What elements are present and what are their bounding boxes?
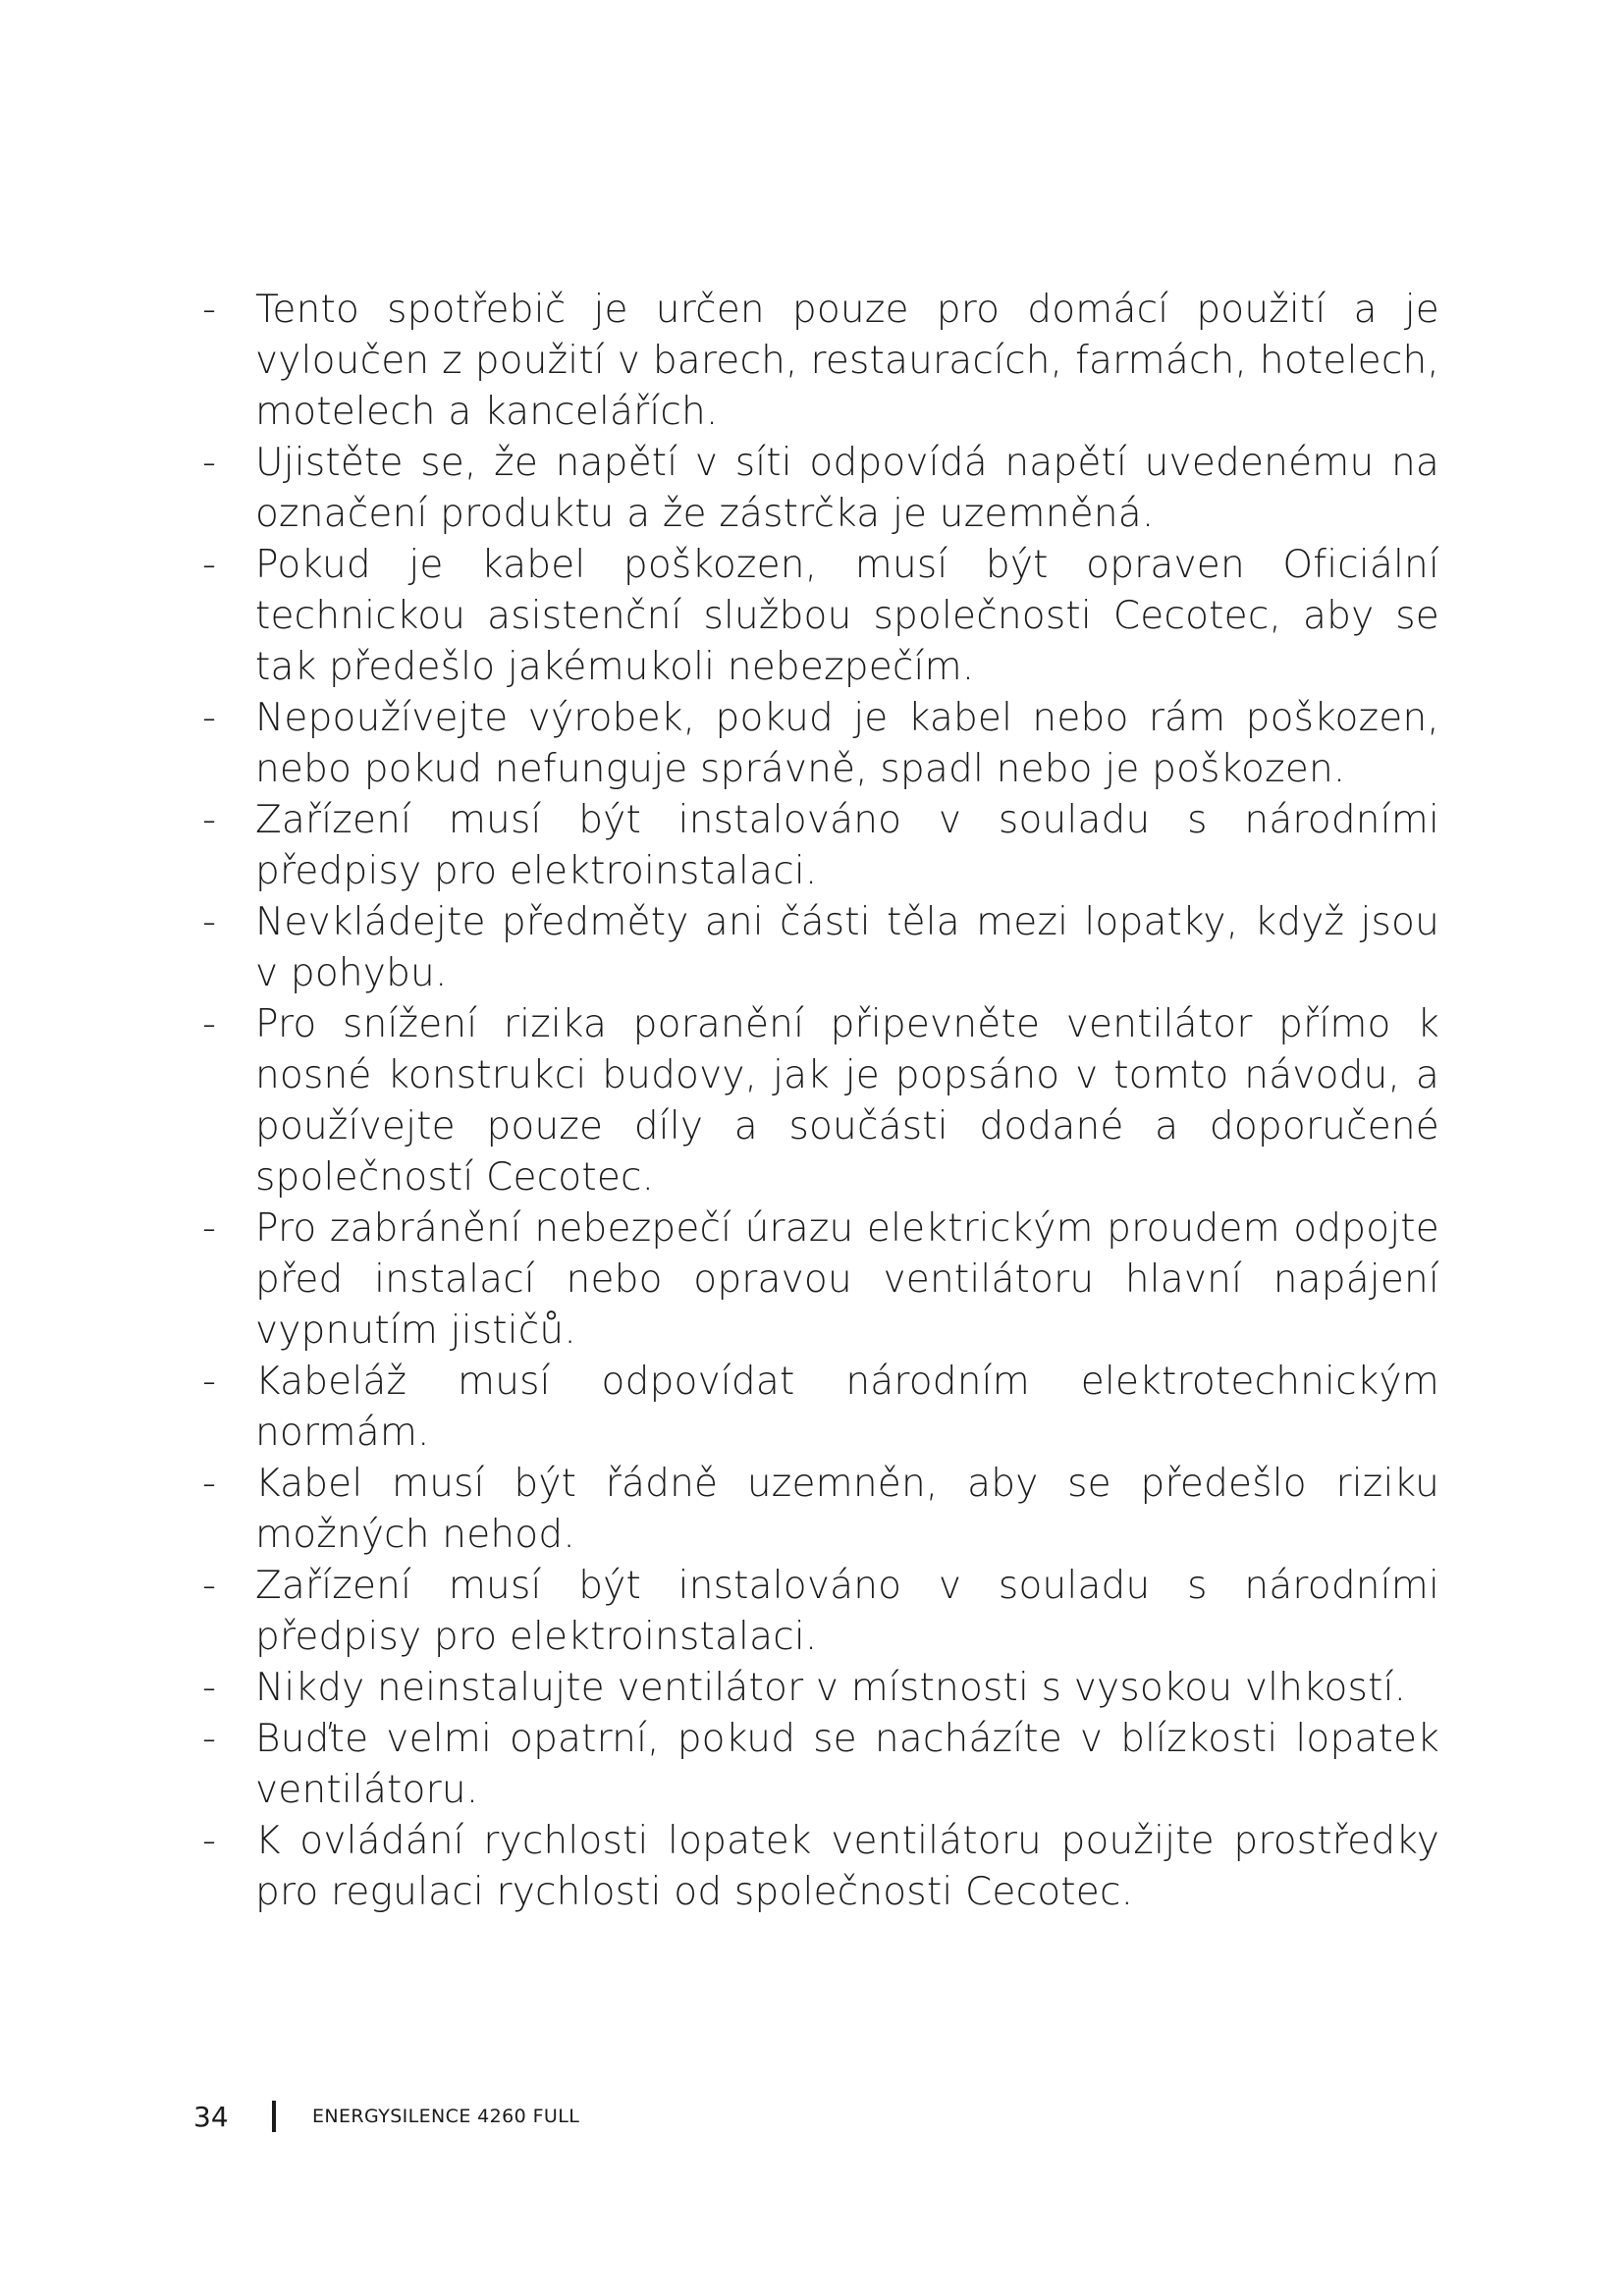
list-item: [202, 693, 1469, 795]
bullet-dash: -: [202, 696, 217, 740]
bullet-dash: -: [202, 441, 217, 485]
safety-instructions-list: [202, 285, 1469, 1918]
list-item-text: Nepoužívejte výrobek, pokud je kabel nebo rám poškozen, nebo pokud nefunguje správně, spadl nebo je poškozen.: [255, 696, 1439, 791]
list-item-text: Kabeláž musí odpovídat národním elektrotechnickým normám.: [255, 1360, 1439, 1455]
list-item: [202, 1816, 1469, 1918]
list-item: [202, 1663, 1469, 1714]
list-item-text: Kabel musí být řádně uzemněn, aby se předešlo riziku možných nehod.: [255, 1462, 1439, 1557]
list-item-text: Zařízení musí být instalováno v souladu s národními předpisy pro elektroinstalaci.: [255, 798, 1439, 893]
bullet-dash: -: [202, 1206, 217, 1251]
page-number: 34: [193, 2100, 229, 2133]
bullet-dash: -: [202, 1360, 217, 1404]
bullet-dash: -: [202, 1819, 217, 1863]
list-item: [202, 438, 1469, 540]
bullet-dash: -: [202, 1564, 217, 1608]
bullet-dash: -: [202, 1717, 217, 1761]
list-item-text: Pokud je kabel poškozen, musí být opraven Oficiální technickou asistenční službou společnosti Cecotec, aby se tak předešlo jakémukoli nebezpečím.: [255, 543, 1439, 689]
list-item: [202, 897, 1469, 999]
list-item: [202, 795, 1469, 897]
list-item-text: Pro snížení rizika poranění připevněte ventilátor přímo k nosné konstrukci budovy, jak je popsáno v tomto návodu, a používejte pouze díly a součásti dodané a doporučené společností Cecotec.: [255, 1002, 1439, 1200]
bullet-dash: -: [202, 1462, 217, 1506]
list-item-text: Pro zabránění nebezpečí úrazu elektrickým proudem odpojte před instalací nebo opravou ventilátoru hlavní napájení vypnutím jističů.: [255, 1206, 1439, 1353]
footer-divider: [272, 2101, 276, 2132]
list-item-text: Ujistěte se, že napětí v síti odpovídá napětí uvedenému na označení produktu a že zástrčka je uzemněná.: [255, 441, 1439, 536]
list-item-text: Buďte velmi opatrní, pokud se nacházíte v blízkosti lopatek ventilátoru.: [255, 1717, 1439, 1812]
list-item: [202, 1459, 1469, 1561]
list-item-text: Nikdy neinstalujte ventilátor v místnosti s vysokou vlhkostí.: [255, 1666, 1407, 1710]
bullet-dash: -: [202, 1002, 217, 1046]
list-item: [202, 999, 1469, 1203]
list-item: [202, 285, 1469, 438]
list-item: [202, 1203, 1469, 1357]
bullet-dash: -: [202, 798, 217, 842]
bullet-dash: -: [202, 1666, 217, 1710]
list-item: [202, 1561, 1469, 1663]
bullet-dash: -: [202, 900, 217, 944]
product-name: ENERGYSILENCE 4260 FULL: [312, 2106, 580, 2127]
bullet-dash: -: [202, 543, 217, 587]
list-item: [202, 1714, 1469, 1816]
bullet-dash: -: [202, 288, 217, 332]
list-item: [202, 1357, 1469, 1459]
list-item: [202, 540, 1469, 693]
list-item-text: Nevkládejte předměty ani části těla mezi lopatky, když jsou v pohybu.: [255, 900, 1439, 995]
list-item-text: Zařízení musí být instalováno v souladu s národními předpisy pro elektroinstalaci.: [255, 1564, 1439, 1659]
list-item-text: Tento spotřebič je určen pouze pro domácí použití a je vyloučen z použití v barech, restauracích, farmách, hotelech, motelech a kancelářích.: [255, 288, 1439, 434]
list-item-text: K ovládání rychlosti lopatek ventilátoru použijte prostředky pro regulaci rychlosti od společnosti Cecotec.: [255, 1819, 1439, 1914]
safety-instructions: [202, 285, 1469, 1918]
page-footer: [193, 2099, 579, 2134]
